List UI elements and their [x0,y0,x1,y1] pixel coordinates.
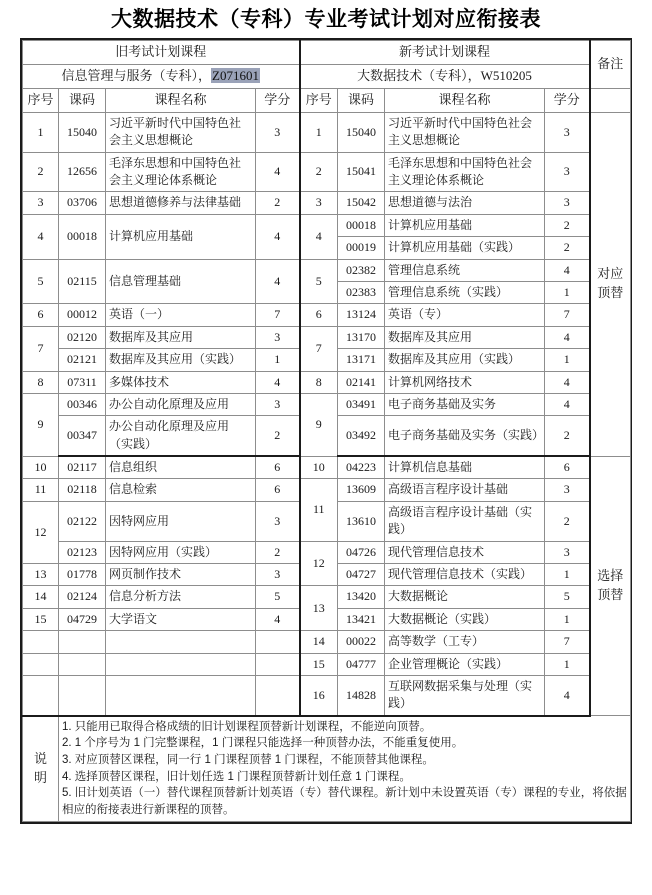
new-name: 思想道德与法治 [385,192,545,214]
note-item: 5. 旧计划英语（一）替代课程顶替新计划英语（专）替代课程。新计划中未设置英语（专）课程的专业，将依据相应的衔接表进行新课程的顶替。 [62,787,627,817]
course-mapping-table [22,40,631,822]
old-no: 8 [23,371,59,393]
new-no: 2 [300,152,338,192]
old-code: 02121 [59,349,106,371]
old-name: 网页制作技术 [106,564,256,586]
old-name: 毛泽东思想和中国特色社会主义理论体系概论 [106,152,256,192]
notes-row [23,716,631,822]
table-row [23,676,631,716]
new-credit: 3 [545,479,590,501]
old-code: 03706 [59,192,106,214]
new-code: 13421 [338,608,385,630]
new-credit: 1 [545,653,590,675]
old-credit: 4 [256,608,300,630]
old-credit: 3 [256,393,300,415]
table-row [23,479,631,501]
table-row [23,586,631,608]
table-row [23,393,631,415]
old-name: 办公自动化原理及应用 [106,393,256,415]
old-credit: 4 [256,214,300,259]
new-no: 12 [300,541,338,586]
old-code: 02117 [59,456,106,479]
old-no: 9 [23,393,59,456]
old-no: 7 [23,326,59,371]
old-code-empty [59,631,106,653]
new-name: 高级语言程序设计基础（实践） [385,501,545,541]
new-code: 13171 [338,349,385,371]
new-credit: 4 [545,371,590,393]
remark-line2: 顶替 [597,285,624,301]
old-code: 00018 [59,214,106,259]
new-name: 管理信息系统（实践） [385,281,545,303]
old-credit: 1 [256,349,300,371]
new-name: 互联网数据采集与处理（实践） [385,676,545,716]
old-name: 习近平新时代中国特色社会主义思想概论 [106,112,256,152]
old-credit-empty [256,676,300,716]
notes-label-line2: 明 [33,769,47,785]
new-code: 03491 [338,393,385,415]
new-name: 习近平新时代中国特色社会主义思想概论 [385,112,545,152]
old-name: 大学语文 [106,608,256,630]
old-no-empty [23,653,59,675]
new-code: 02383 [338,281,385,303]
col-header-old-credit: 学分 [256,89,300,113]
old-code: 15040 [59,112,106,152]
old-code: 02118 [59,479,106,501]
new-code: 15041 [338,152,385,192]
old-credit: 3 [256,326,300,348]
new-name: 现代管理信息技术 [385,541,545,563]
new-code: 04726 [338,541,385,563]
new-plan-group-header: 新考试计划课程 [300,41,590,65]
new-code: 15042 [338,192,385,214]
col-header-remark-empty [590,89,631,113]
new-credit: 6 [545,456,590,479]
old-no: 3 [23,192,59,214]
new-no: 14 [300,631,338,653]
col-header-old-no: 序号 [23,89,59,113]
old-plan-group-header: 旧考试计划课程 [23,41,300,65]
new-no: 7 [300,326,338,371]
old-credit-empty [256,631,300,653]
new-name: 计算机信息基础 [385,456,545,479]
old-name: 信息管理基础 [106,259,256,304]
new-code: 04223 [338,456,385,479]
new-code: 13420 [338,586,385,608]
new-no: 1 [300,112,338,152]
new-no: 13 [300,586,338,631]
new-plan-name-cell: 大数据技术（专科），W510205 [300,65,590,89]
new-name: 大数据概论（实践） [385,608,545,630]
table-row [23,259,631,281]
new-no: 8 [300,371,338,393]
old-credit: 3 [256,112,300,152]
new-credit: 2 [545,214,590,236]
new-credit: 4 [545,326,590,348]
new-name: 毛泽东思想和中国特色社会主义理论体系概论 [385,152,545,192]
new-no: 9 [300,393,338,456]
table-row [23,112,631,152]
new-no: 3 [300,192,338,214]
new-code: 13609 [338,479,385,501]
table-row [23,304,631,326]
note-item: 3. 对应顶替区课程，同一行 1 门课程顶替 1 门课程，不能顶替其他课程。 [62,754,434,767]
old-credit: 4 [256,259,300,304]
notes-label [23,716,59,822]
table-group-header-row [23,41,631,65]
old-plan-name: 信息管理与服务（专科）， [61,68,212,84]
new-no: 4 [300,214,338,259]
new-no: 16 [300,676,338,716]
old-code: 00347 [59,416,106,456]
new-credit: 1 [545,349,590,371]
new-name: 计算机网络技术 [385,371,545,393]
old-name: 办公自动化原理及应用（实践） [106,416,256,456]
old-name: 数据库及其应用 [106,326,256,348]
old-credit: 2 [256,192,300,214]
old-no: 6 [23,304,59,326]
old-credit: 6 [256,456,300,479]
old-name: 计算机应用基础 [106,214,256,259]
old-plan-code-highlighted: Z071601 [212,68,259,84]
new-code: 13610 [338,501,385,541]
col-header-old-name: 课程名称 [106,89,256,113]
new-name: 企业管理概论（实践） [385,653,545,675]
old-code: 01778 [59,564,106,586]
old-name: 英语（一） [106,304,256,326]
old-name-empty [106,631,256,653]
new-code: 02141 [338,371,385,393]
new-credit: 4 [545,393,590,415]
note-item: 2. 1 个序号为 1 门完整课程，1 门课程只能选择一种顶替办法，不能重复使用。 [62,737,464,750]
page-title: 大数据技术（专科）专业考试计划对应衔接表 [111,7,541,31]
old-no: 14 [23,586,59,608]
old-credit: 2 [256,541,300,563]
old-credit: 4 [256,152,300,192]
old-code: 02123 [59,541,106,563]
new-no: 15 [300,653,338,675]
new-no: 5 [300,259,338,304]
old-credit-empty [256,653,300,675]
old-name: 因特网应用（实践） [106,541,256,563]
table-plan-name-row [23,65,631,89]
table-row [23,214,631,236]
table-column-header-row [23,89,631,113]
old-plan-name-cell [23,65,300,89]
remark-line1: 对应 [597,266,624,282]
col-header-new-credit: 学分 [545,89,590,113]
col-header-new-code: 课码 [338,89,385,113]
old-code-empty [59,676,106,716]
new-code: 00022 [338,631,385,653]
old-name: 信息分析方法 [106,586,256,608]
old-code: 02122 [59,501,106,541]
new-code: 13170 [338,326,385,348]
new-name: 现代管理信息技术（实践） [385,564,545,586]
col-header-new-name: 课程名称 [385,89,545,113]
old-name: 数据库及其应用（实践） [106,349,256,371]
old-name: 信息检索 [106,479,256,501]
old-no-empty [23,631,59,653]
new-credit: 3 [545,112,590,152]
old-no: 10 [23,456,59,479]
new-credit: 3 [545,192,590,214]
old-name-empty [106,676,256,716]
old-credit: 6 [256,479,300,501]
old-no: 1 [23,112,59,152]
old-no: 13 [23,564,59,586]
table-row [23,371,631,393]
new-credit: 4 [545,676,590,716]
new-no: 6 [300,304,338,326]
note-item: 4. 选择顶替区课程，旧计划任选 1 门课程顶替新计划任意 1 门课程。 [62,770,411,783]
new-code: 15040 [338,112,385,152]
remark-section2 [590,456,631,716]
new-credit: 1 [545,564,590,586]
old-name: 信息组织 [106,456,256,479]
new-code: 02382 [338,259,385,281]
new-code: 04777 [338,653,385,675]
old-credit: 3 [256,501,300,541]
new-name: 电子商务基础及实务 [385,393,545,415]
table-row [23,152,631,192]
col-header-old-code: 课码 [59,89,106,113]
old-name: 因特网应用 [106,501,256,541]
new-credit: 1 [545,281,590,303]
new-name: 高级语言程序设计基础 [385,479,545,501]
old-credit: 5 [256,586,300,608]
new-name: 计算机应用基础 [385,214,545,236]
old-code: 02124 [59,586,106,608]
new-name: 计算机应用基础（实践） [385,237,545,259]
notes-body [59,716,631,822]
table-row [23,631,631,653]
course-mapping-table-wrapper [20,38,632,824]
note-item: 1. 只能用已取得合格成绩的旧计划课程顶替新计划课程，不能逆向顶替。 [62,720,432,733]
new-code: 04727 [338,564,385,586]
col-header-new-no: 序号 [300,89,338,113]
new-credit: 1 [545,608,590,630]
new-no: 10 [300,456,338,479]
new-name: 电子商务基础及实务（实践） [385,416,545,456]
new-credit: 2 [545,237,590,259]
new-credit: 5 [545,586,590,608]
remark-section1 [590,112,631,456]
old-no: 11 [23,479,59,501]
old-code: 00346 [59,393,106,415]
old-code: 00012 [59,304,106,326]
new-code: 00018 [338,214,385,236]
new-credit: 2 [545,501,590,541]
new-credit: 4 [545,259,590,281]
new-name: 大数据概论 [385,586,545,608]
table-row [23,541,631,563]
new-code: 03492 [338,416,385,456]
new-name: 数据库及其应用 [385,326,545,348]
remark-line2: 顶替 [597,586,624,602]
table-row [23,653,631,675]
old-no-empty [23,676,59,716]
table-row [23,326,631,348]
new-name: 高等数学（工专） [385,631,545,653]
old-code-empty [59,653,106,675]
old-credit: 7 [256,304,300,326]
new-code: 13124 [338,304,385,326]
new-credit: 7 [545,304,590,326]
old-no: 2 [23,152,59,192]
remark-line1: 选择 [597,568,624,584]
new-credit: 2 [545,416,590,456]
old-no: 12 [23,501,59,563]
old-no: 15 [23,608,59,630]
new-name: 数据库及其应用（实践） [385,349,545,371]
old-name: 多媒体技术 [106,371,256,393]
table-row [23,192,631,214]
old-code: 07311 [59,371,106,393]
old-credit: 4 [256,371,300,393]
new-code: 14828 [338,676,385,716]
remark-column-header: 备注 [590,41,631,89]
old-name: 思想道德修养与法律基础 [106,192,256,214]
new-name: 管理信息系统 [385,259,545,281]
old-no: 4 [23,214,59,259]
old-code: 02120 [59,326,106,348]
old-credit: 3 [256,564,300,586]
old-code: 02115 [59,259,106,304]
old-credit: 2 [256,416,300,456]
new-name: 英语（专） [385,304,545,326]
new-credit: 3 [545,541,590,563]
new-credit: 3 [545,152,590,192]
table-row [23,456,631,479]
old-name-empty [106,653,256,675]
new-code: 00019 [338,237,385,259]
new-no: 11 [300,479,338,541]
new-credit: 7 [545,631,590,653]
old-code: 04729 [59,608,106,630]
old-code: 12656 [59,152,106,192]
old-no: 5 [23,259,59,304]
notes-label-line1: 说 [33,750,47,766]
